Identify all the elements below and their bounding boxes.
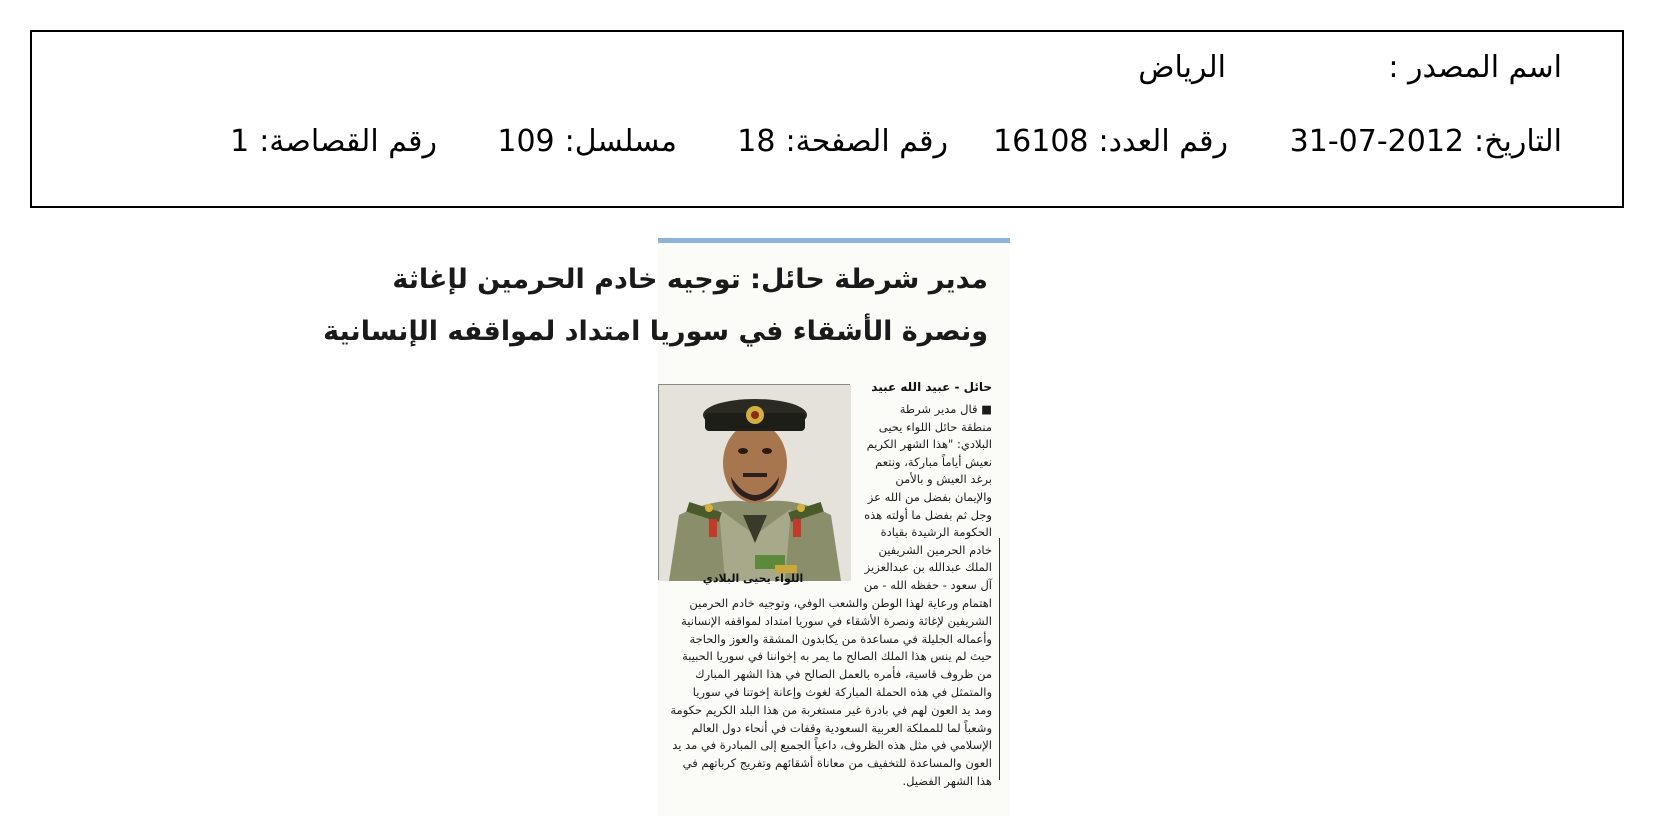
clipping-top-rule: [658, 238, 1010, 243]
date-value: 31-07-2012: [1289, 124, 1465, 159]
details-row: [72, 124, 1562, 164]
article-headline: [323, 254, 988, 358]
text-line: ومد يد العون لهم في بادرة غير مستغربة من هذا البلد الكريم حكومة: [670, 702, 992, 717]
clip-label: رقم القصاصة:: [259, 124, 437, 159]
text-line: ■ قال مدير شرطة: [899, 402, 992, 416]
source-info-box: [30, 30, 1624, 208]
text-line: البلادي: "هذا الشهر الكريم: [866, 437, 992, 452]
source-label: اسم المصدر :: [1388, 50, 1562, 85]
source-row: [72, 50, 1562, 90]
text-line: وأعماله الجليلة في مساعدة من يكابدون المشقة والعوز والحاجة: [689, 631, 992, 646]
article-right-column: [844, 401, 992, 595]
serial-value: 109: [497, 124, 555, 159]
clip-field: [230, 124, 437, 159]
portrait-photo: [658, 384, 850, 580]
text-line: الحكومة الرشيدة بقيادة: [880, 525, 992, 540]
serial-label: مسلسل:: [564, 124, 677, 159]
officer-portrait-icon: [659, 385, 851, 581]
text-line: من ظروف قاسية، فأمره بالعمل الصالح في هذا الشهر المبارك: [695, 667, 992, 682]
text-line: نعيش أياماً مباركة، ونتعم: [875, 454, 992, 469]
text-line: والمتمثل في هذه الحملة المباركة لغوث وإعانة إخوتنا في سوريا: [692, 684, 992, 699]
text-line: وشعباً لما للمملكة العربية السعودية وقفات في أنحاء دول العالم: [691, 720, 992, 735]
date-field: [1290, 124, 1562, 159]
text-line: الملك عبدالله بن عبدالعزيز: [864, 560, 992, 575]
text-line: وجل ثم بفضل ما أولته هذه: [864, 507, 992, 522]
text-line: الإسلامي في مثل هذه الظروف، داعياً الجميع إلى المبادرة في مد يد: [672, 738, 992, 753]
page-field: [737, 124, 948, 159]
column-rule: [999, 538, 1000, 780]
issue-field: [993, 124, 1228, 159]
issue-label: رقم العدد:: [1098, 124, 1228, 159]
text-line: خادم الحرمين الشريفين: [878, 542, 992, 557]
photo-caption: اللواء يحيى البلادي: [702, 572, 804, 585]
text-line: اهتمام ورعاية لهذا الوطن والشعب الوفي، وتوجيه خادم الحرمين: [689, 596, 992, 610]
text-line: الشريفين لإغاثة ونصرة الأشقاء في سوريا امتداد لمواقفه الإنسانية: [681, 613, 992, 628]
source-value: الرياض: [1138, 50, 1226, 85]
clip-value: 1: [230, 124, 250, 159]
text-line: حيث لم ينس هذا الملك الصالح ما يمر به إخواننا في سوريا الحبيبة: [682, 649, 992, 664]
text-line: برغد العيش و بالأمن: [895, 472, 992, 487]
headline-line-2: ونصرة الأشقاء في سوريا امتداد لمواقفه الإنسانية: [323, 316, 988, 347]
text-line: والإيمان بفضل من الله عز: [867, 489, 992, 504]
headline-line-1: مدير شرطة حائل: توجيه خادم الحرمين لإغاثة: [392, 264, 988, 295]
page-label: رقم الصفحة:: [785, 124, 948, 159]
text-line: العون والمساعدة للتخفيف من معاناة أشقائهم وتفريج كرباتهم في: [682, 756, 992, 771]
newspaper-clipping: [323, 238, 1010, 816]
serial-field: [497, 124, 677, 159]
article-byline: حائل - عبيد الله عبيد: [871, 380, 992, 394]
date-label: التاريخ:: [1474, 124, 1562, 159]
page-value: 18: [737, 124, 776, 159]
text-line: هذا الشهر الفضيل.: [902, 773, 992, 788]
article-body-full-width: [660, 595, 992, 791]
text-line: آل سعود - حفظه الله - من: [863, 577, 992, 592]
text-line: منطقة حائل اللواء يحيى: [878, 419, 992, 434]
issue-value: 16108: [993, 124, 1089, 159]
